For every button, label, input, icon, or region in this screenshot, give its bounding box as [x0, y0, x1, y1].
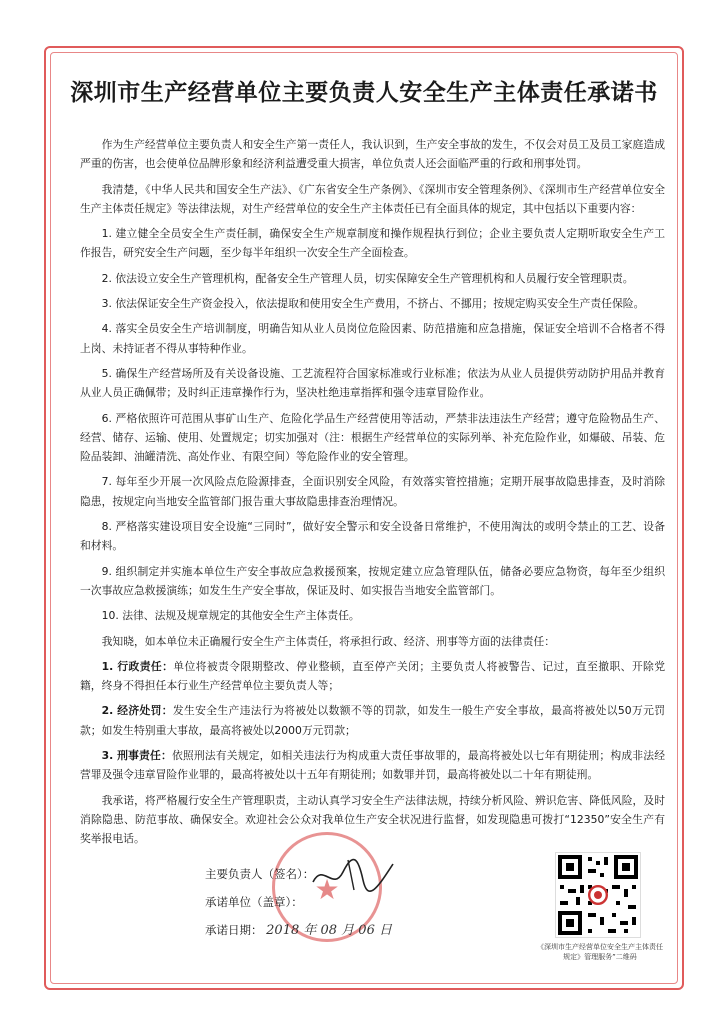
list-item: 4. 落实全员安全生产培训制度，明确告知从业人员岗位危险因素、防范措施和应急措施，保证安全培训不合格者不得上岗、未持证者不得从事特种作业。: [80, 322, 665, 355]
consequence-intro: 我知晓，如本单位未正确履行安全生产主体责任，将承担行政、经济、刑事等方面的法律责任：: [101, 634, 556, 648]
date-value: 2018 年 08 月 06 日: [266, 923, 392, 938]
responsibility-item: [80, 746, 665, 785]
date-label: 承诺日期：: [205, 923, 263, 937]
responsibility-text: 单位将被责令限期整改、停业整顿，直至停产关闭；主要负责人将被警告、记过，直至撤职、开除党籍，终身不得担任本行业生产经营单位主要负责人等；: [80, 659, 665, 693]
leader-label: 主要负责人（签名）：: [205, 867, 315, 881]
list-item: 2. 依法设立安全生产管理机构，配备安全生产管理人员，切实保障安全生产管理机构和人员履行安全管理职责。: [101, 271, 634, 285]
responsibility-item: [80, 657, 665, 696]
list-item: 7. 每年至少开展一次风险点危险源排查，全面识别安全风险，有效落实管控措施；定期开展事故隐患排查，及时消除隐患，按规定向当地安全监管部门报告重大事故隐患排查治理情况。: [80, 475, 665, 508]
list-item: 6. 严格依照许可范围从事矿山生产、危险化学品生产经营使用等活动，严禁非法违法生产经营；遵守危险物品生产、经营、储存、运输、使用、处置规定；切实加强对（注：根据生产经营单位的实际列举、补充危险作业，如爆破、吊装、危险品装卸、油罐清洗、高处作业、有限空间）等危险作业的安全管理。: [80, 411, 665, 464]
list-item: 1. 建立健全全员安全生产责任制，确保安全生产规章制度和操作规程执行到位；企业主要负责人定期听取安全生产工作报告，研究安全生产问题，至少每半年组织一次安全生产全面检查。: [80, 227, 665, 260]
document-title: 深圳市生产经营单位主要负责人安全生产主体责任承诺书: [70, 79, 658, 106]
list-item: 5. 确保生产经营场所及有关设备设施、工艺流程符合国家标准或行业标准；依法为从业人员提供劳动防护用品并教育从业人员正确佩带；及时纠正违章操作行为，坚决杜绝违章指挥和强令违章冒险作业。: [80, 366, 665, 400]
responsibility-label: 2. 经济处罚：: [101, 704, 173, 718]
list-item: 8. 严格落实建设项目安全设施“三同时”，做好安全警示和安全设备日常维护，不使用淘汰的或明令禁止的工艺、设备和材料。: [80, 520, 665, 553]
list-item: 10. 法律、法规及规章规定的其他安全生产主体责任。: [101, 609, 360, 623]
qr-code: [555, 852, 641, 938]
responsibility-text: 发生安全生产违法行为将被处以数额不等的罚款，如发生一般生产安全事故，最高将被处以50万元罚款；如发生特别重大事故，最高将被处以2000万元罚款；: [80, 704, 665, 737]
handwritten-signature: [308, 852, 398, 896]
leader-signature-row: [205, 860, 465, 888]
signature-block: [205, 860, 465, 944]
document-body: [80, 135, 665, 855]
list-item: 9. 组织制定并实施本单位生产安全事故应急救援预案，按规定建立应急管理队伍，储备必要应急物资，每年至少组织一次事故应急救援演练；如发生生产安全事故，保证及时、如实报告当地安全监管部门。: [80, 564, 665, 597]
unit-label: 承诺单位（盖章）：: [205, 895, 303, 909]
intro-paragraph-1: 作为生产经营单位主要负责人和安全生产第一责任人，我认识到，生产安全事故的发生，不仅会对员工及员工家庭造成严重的伤害，也会使单位品牌形象和经济利益遭受重大损害，单位负责人还会面临严重的行政和刑事处罚。: [80, 138, 665, 171]
responsibility-label: 3. 刑事责任：: [101, 749, 172, 763]
date-row: [205, 916, 465, 944]
responsibility-text: 依照刑法有关规定，如相关违法行为构成重大责任事故罪的，最高将被处以七年有期徒刑；构成非法经营罪及强令违章冒险作业罪的，最高将被处以十五年有期徒刑；如数罪并罚，最高将被处以二十年有期徒刑。: [80, 749, 665, 782]
qr-caption: 《深圳市生产经营单位安全生产主体责任规定》管理服务”二维码: [537, 943, 663, 961]
intro-paragraph-2: 我清楚，《中华人民共和国安全生产法》、《广东省安全生产条例》、《深圳市安全管理条例》、《深圳市生产经营单位安全生产主体责任规定》等法律法规，对生产经营单位的安全生产主体责任已有全面具体的规定，其中包括以下重要内容：: [80, 182, 665, 215]
commitment-paragraph: 我承诺，将严格履行安全生产管理职责，主动认真学习安全生产法律法规，持续分析风险、辨识危害、降低风险，及时消除隐患、防范事故、确保安全。欢迎社会公众对我单位生产安全状况进行监督，如发现隐患可拨打“12350”安全生产有奖举报电话。: [80, 793, 665, 846]
responsibility-item: [80, 701, 665, 740]
responsibility-label: 1. 行政责任：: [101, 659, 174, 673]
list-item: 3. 依法保证安全生产资金投入，依法提取和使用安全生产费用，不挤占、不挪用；按规定购买安全生产责任保险。: [101, 297, 645, 311]
seal-star-icon: ★: [314, 873, 340, 906]
